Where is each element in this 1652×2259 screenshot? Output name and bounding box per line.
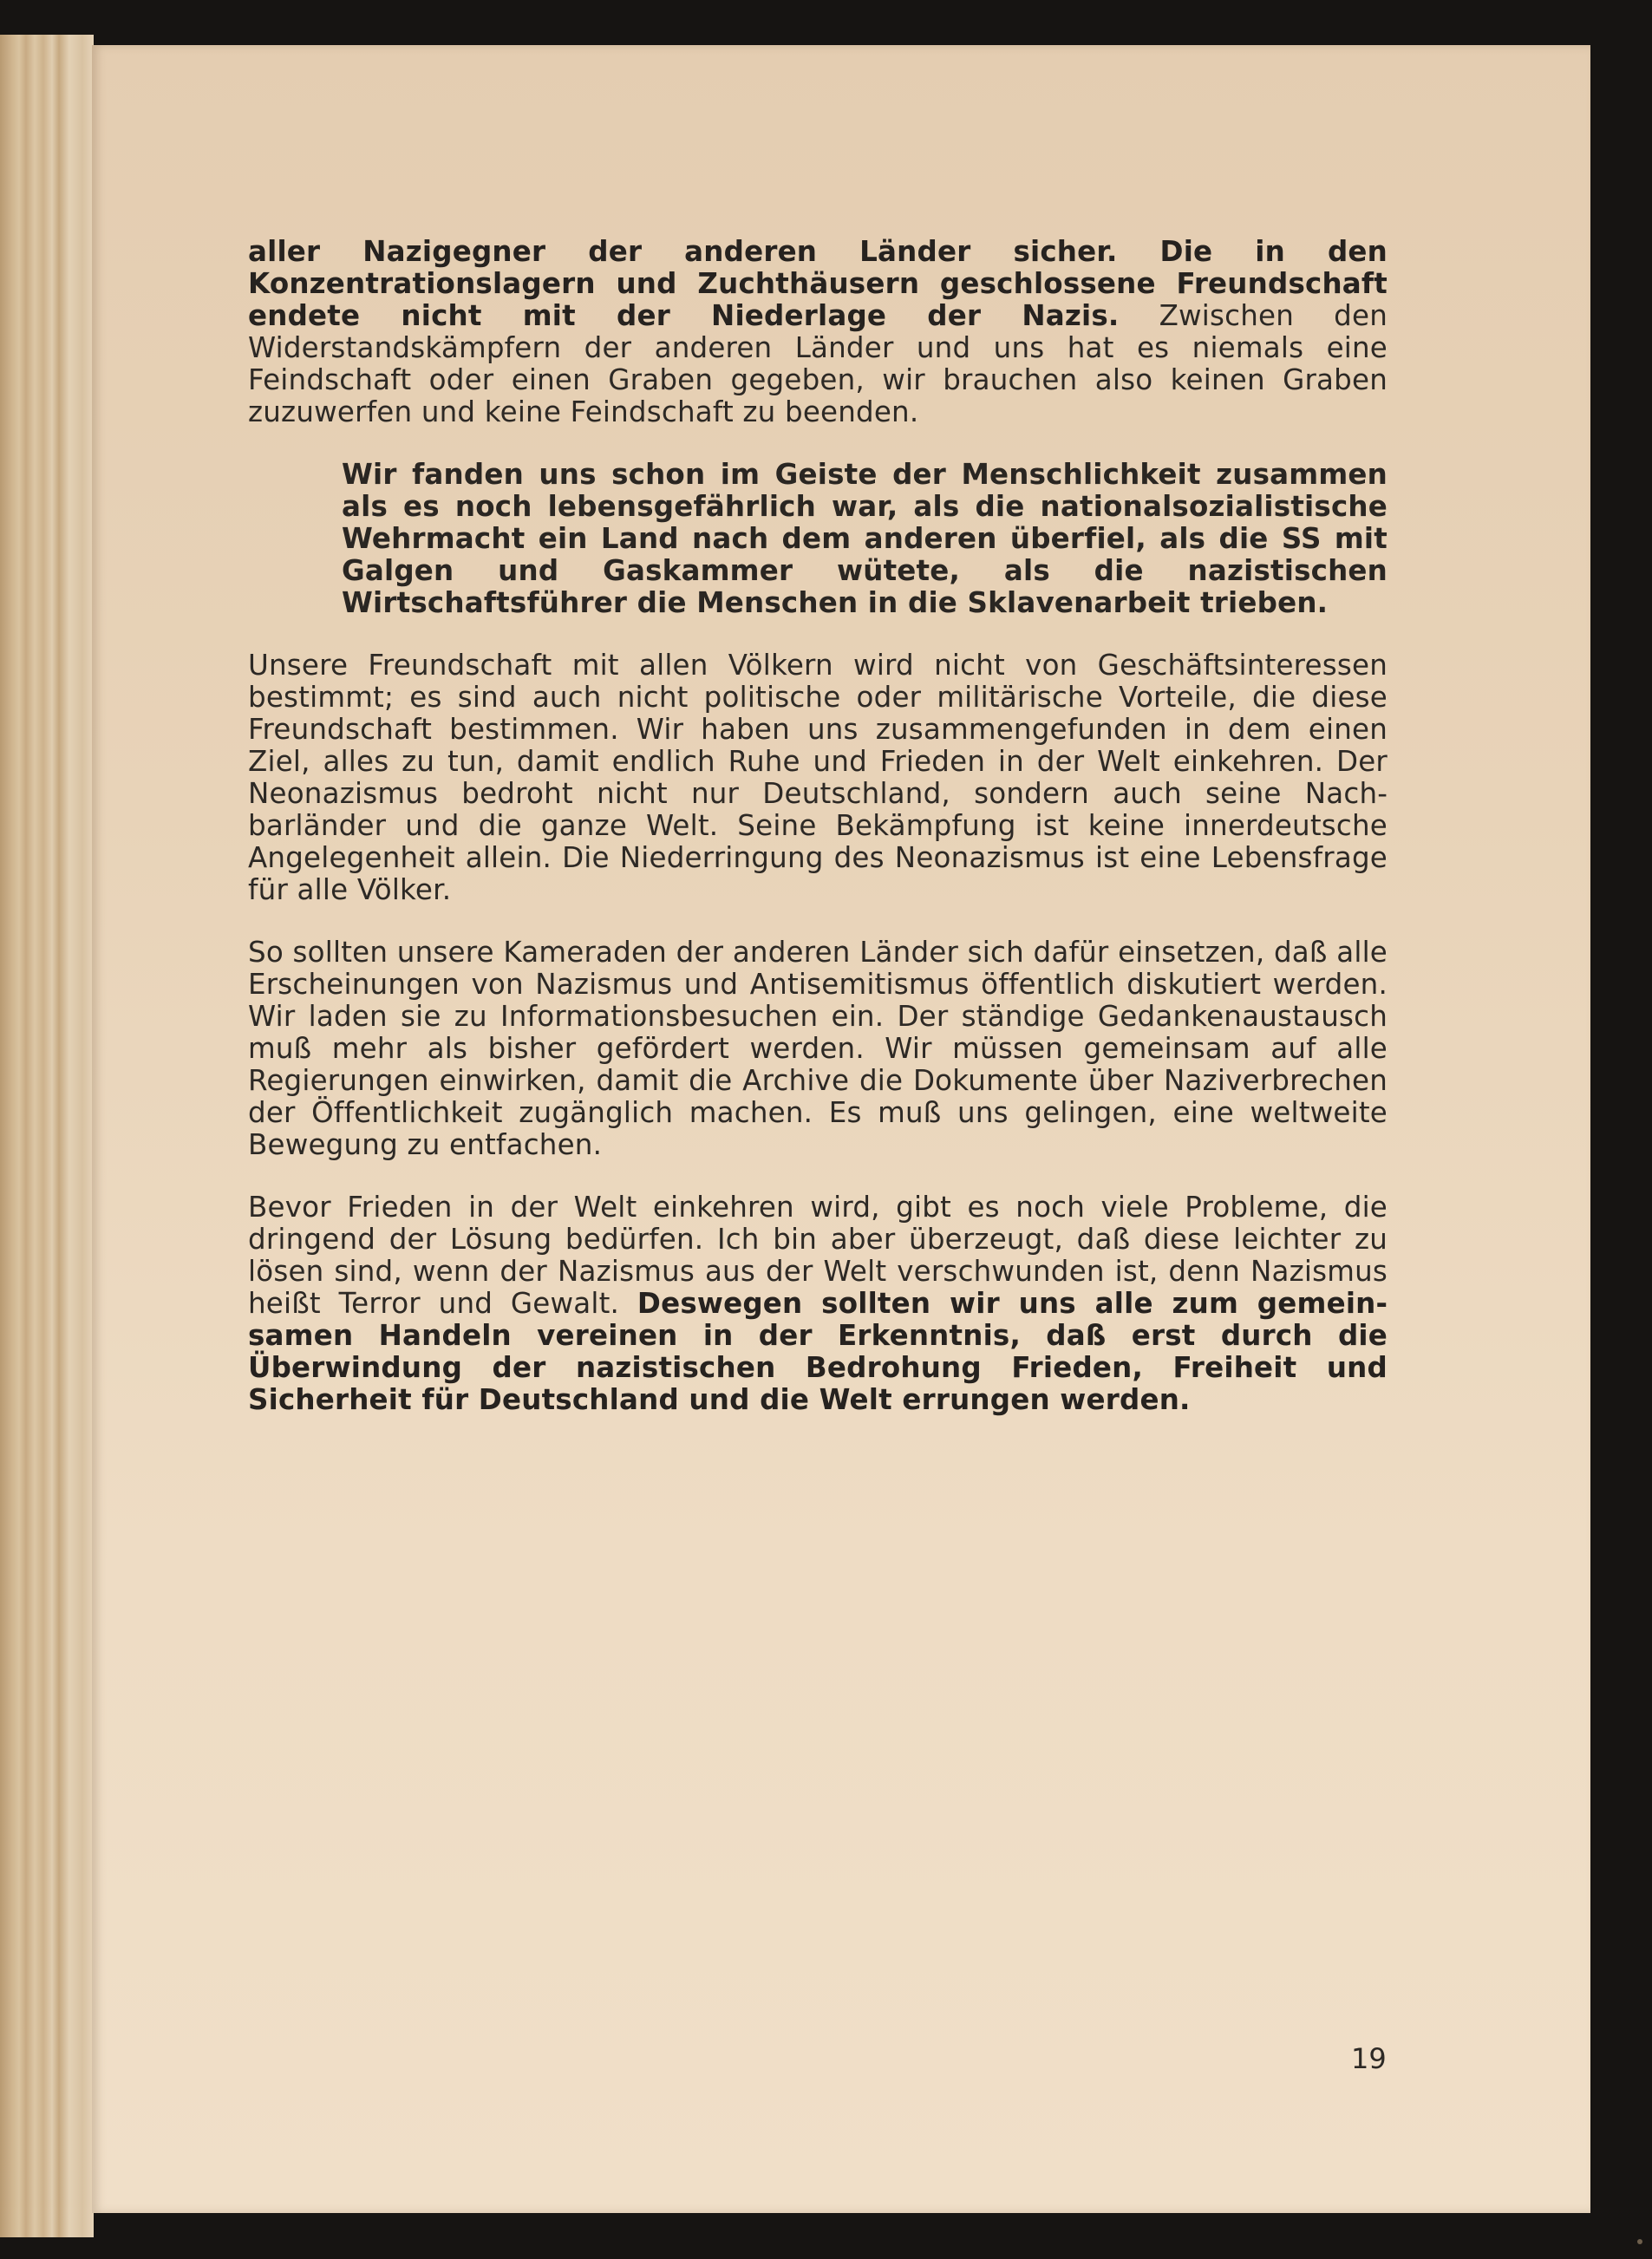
corner-mark [1637,2239,1642,2244]
paragraph-3: So sollten unsere Kameraden der anderen Länder sich dafür einsetzen, daß alle Erscheinungen von Nazismus und Antisemitismus öffentlich diskutiert werden. Wir laden sie zu Informationsbesuchen ein. Der ständige Gedankenaustausch muß mehr als bisher gefördert werden. Wir müssen gemeinsam auf alle Regierungen einwirken, damit die Archive die Dokumente über Naziverbrechen der Öffentlichkeit zugänglich machen. Es muß uns gelingen, eine weltweite Bewegung zu entfachen. [248,936,1388,1161]
paragraph-2: Unsere Freundschaft mit allen Völkern wird nicht von Geschäftsinteressen bestimmt; es sind auch nicht politische oder militärische Vorteile, die diese Freundschaft bestimmen. Wir haben uns zusammengefunden in dem einen Ziel, alles zu tun, damit endlich Ruhe und Frieden in der Welt einkehren. Der Neonazismus bedroht nicht nur Deutschland, sondern auch seine Nachbarländer und die ganze Welt. Seine Bekämpfung ist keine innerdeutsche Angelegenheit allein. Die Niederringung des Neonazismus ist eine Lebensfrage für alle Völker. [248,649,1388,906]
paragraph-1-text: Zwischen den Widerstandskämpfern der anderen Länder und uns hat es niemals eine Feindschaft oder einen Graben gegeben, wir brauchen also keinen Graben zuzuwerfen und keine Feindschaft zu beenden. [248,299,1388,428]
paragraph-4 [248,1192,1388,1416]
page-edges [0,35,94,2237]
paragraph-4-bold: Deswegen sollten wir uns alle zum gemeinsamen Handeln vereinen in der Erkenntnis, daß erst durch die Überwindung der nazistischen Bedrohung Frieden, Freiheit und Sicherheit für Deutschland und die Welt errungen werden. [248,1287,1388,1416]
paragraph-1 [248,236,1388,428]
indented-quote: Wir fanden uns schon im Geiste der Menschlichkeit zusammen als es noch lebensgefährlich war, als die nationalsozialistische Wehrmacht ein Land nach dem anderen überfiel, als die SS mit Galgen und Gaskammer wütete, als die nazistischen Wirtschaftsführer die Menschen in die Sklavenarbeit trieben. [342,458,1388,619]
page-text [248,236,1388,1446]
paragraph-4-text: Bevor Frieden in der Welt einkehren wird, gibt es noch viele Probleme, die dringend der Lösung bedürfen. Ich bin aber überzeugt, daß diese leichter zu lösen sind, wenn der Nazismus aus der Welt verschwunden ist, denn Nazismus heißt Terror und Gewalt. [248,1191,1388,1320]
page-number: 19 [1351,2042,1387,2075]
paragraph-1-bold: aller Nazigegner der anderen Länder sicher. Die in den Konzentrationslagern und Zuchthäusern geschlossene Freundschaft endete nicht mit der Niederlage der Nazis. [248,235,1388,332]
